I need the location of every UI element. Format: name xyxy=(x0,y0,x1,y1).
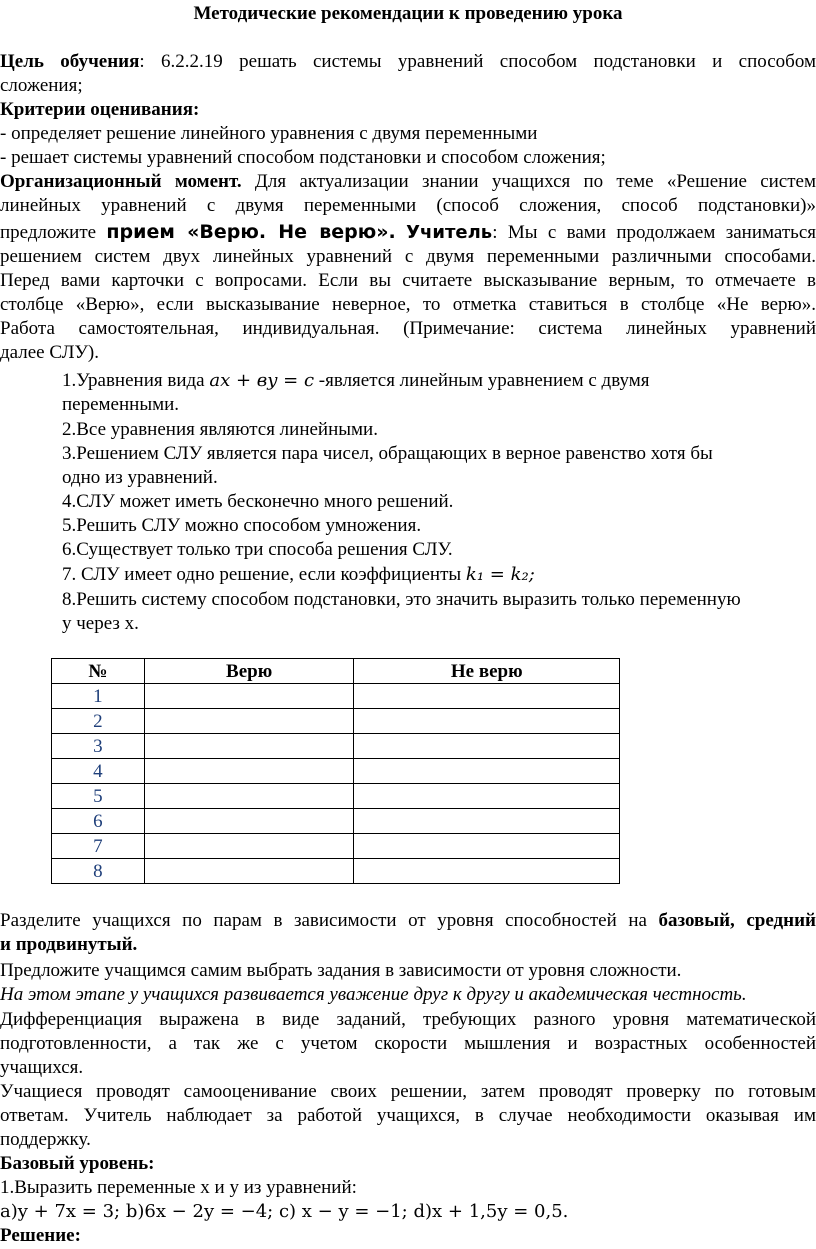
not-believe-cell[interactable] xyxy=(354,784,620,809)
org-text-3a: предложите xyxy=(0,222,107,243)
statement-7-text: 7. СЛУ имеет одно решение, если коэффициенты xyxy=(62,564,466,585)
pairs-line-1 xyxy=(0,909,816,933)
statement-3: 3.Решением СЛУ является пара чисел, обращающих в верное равенство хотя бы xyxy=(62,443,713,464)
believe-cell[interactable] xyxy=(144,784,354,809)
org-line-6: столбце «Верю», если высказывание неверное, то отметка ставиться в столбце «Не верю». xyxy=(0,294,816,315)
header-not-believe: Не верю xyxy=(354,659,620,684)
believe-cell[interactable] xyxy=(144,809,354,834)
row-number: 3 xyxy=(52,734,145,759)
header-number: № xyxy=(52,659,145,684)
row-number: 2 xyxy=(52,709,145,734)
table-row xyxy=(52,684,620,709)
statement-1 xyxy=(62,369,816,393)
org-line-3 xyxy=(0,220,816,245)
differentiation-line-3: учащихся. xyxy=(0,1057,84,1078)
row-number: 1 xyxy=(52,684,145,709)
self-assessment-line-2: ответам. Учитель наблюдает за работой учащихся, в случае необходимости оказывая им xyxy=(0,1105,816,1126)
table-row xyxy=(52,809,620,834)
table-row xyxy=(52,759,620,784)
goal-line-2: сложения; xyxy=(0,75,83,96)
basic-level-label: Базовый уровень: xyxy=(0,1153,155,1174)
task-1-line: 1.Выразить переменные х и у из уравнений: xyxy=(0,1177,357,1198)
statement-3-cont: одно из уравнений. xyxy=(62,467,218,488)
statement-4: 4.СЛУ может иметь бесконечно много решений. xyxy=(62,491,454,512)
not-believe-cell[interactable] xyxy=(354,684,620,709)
org-line-2: линейных уравнений с двумя переменными (способ сложения, способ подстановки)» xyxy=(0,195,816,216)
criteria-item-2: - решает системы уравнений способом подстановки и способом сложения; xyxy=(0,147,606,168)
believe-cell[interactable] xyxy=(144,834,354,859)
org-line-4: решением систем двух линейных уравнений с двумя переменными различными способами. xyxy=(0,246,816,267)
table-row xyxy=(52,734,620,759)
statement-1-formula: ax + вy = c xyxy=(209,370,315,391)
org-text-1: Для актуализации знании учащихся по теме «Решение систем xyxy=(241,171,816,192)
believe-cell[interactable] xyxy=(144,734,354,759)
criteria-label: Критерии оценивания: xyxy=(0,99,200,120)
levels-bold: базовый, средний xyxy=(658,910,816,931)
row-number: 7 xyxy=(52,834,145,859)
not-believe-cell[interactable] xyxy=(354,759,620,784)
document-title: Методические рекомендации к проведению урока xyxy=(193,3,623,24)
criteria-item-1: - определяет решение линейного уравнения с двумя переменными xyxy=(0,123,538,144)
differentiation-line-2: подготовленности, а так же с учетом скорости мышления и возрастных особенностей xyxy=(0,1033,816,1054)
org-line-7: Работа самостоятельная, индивидуальная. (Примечание: система линейных уравнений xyxy=(0,318,816,339)
table-row xyxy=(52,709,620,734)
table-row xyxy=(52,834,620,859)
teacher-label: Учитель xyxy=(406,222,493,243)
row-number: 8 xyxy=(52,859,145,884)
statement-1-text: 1.Уравнения вида xyxy=(62,370,210,391)
statement-1-tail: -является линейным уравнением с двумя xyxy=(314,370,650,391)
table-row xyxy=(52,859,620,884)
header-believe: Верю xyxy=(144,659,354,684)
method-name: прием «Верю. Не верю». xyxy=(106,221,396,243)
org-text-3d: : Мы с вами продолжаем заниматься xyxy=(492,222,816,243)
row-number: 4 xyxy=(52,759,145,784)
pairs-text: Разделите учащихся по парам в зависимости от уровня способностей на xyxy=(0,910,659,931)
statement-5: 5.Решить СЛУ можно способом умножения. xyxy=(62,515,422,536)
goal-label: Цель обучения xyxy=(0,51,140,72)
solution-label: Решение: xyxy=(0,1225,81,1246)
row-number: 5 xyxy=(52,784,145,809)
goal-text-1: : 6.2.2.19 решать системы уравнений способом подстановки и способом xyxy=(139,51,816,72)
not-believe-cell[interactable] xyxy=(354,709,620,734)
believe-cell[interactable] xyxy=(144,859,354,884)
believe-cell[interactable] xyxy=(144,709,354,734)
self-assessment-line-1: Учащиеся проводят самооценивание своих решении, затем проводят проверку по готовым xyxy=(0,1081,816,1102)
not-believe-cell[interactable] xyxy=(354,859,620,884)
differentiation-line-1: Дифференциация выражена в виде заданий, требующих разного уровня математической xyxy=(0,1009,816,1030)
org-label: Организационный момент. xyxy=(0,171,242,192)
statement-2: 2.Все уравнения являются линейными. xyxy=(62,419,378,440)
not-believe-cell[interactable] xyxy=(354,734,620,759)
choose-tasks-line: Предложите учащимся самим выбрать задания в зависимости от уровня сложности. xyxy=(0,960,682,981)
statement-8-cont: у через х. xyxy=(62,613,139,634)
row-number: 6 xyxy=(52,809,145,834)
not-believe-cell[interactable] xyxy=(354,834,620,859)
statement-6: 6.Существует только три способа решения СЛУ. xyxy=(62,539,453,560)
org-line-5: Перед вами карточки с вопросами. Если вы считаете высказывание верным, то отмечаете в xyxy=(0,270,816,291)
table-header-row xyxy=(52,659,620,684)
statement-7 xyxy=(62,563,816,587)
believe-cell[interactable] xyxy=(144,684,354,709)
org-line-8: далее СЛУ). xyxy=(0,342,99,363)
statement-1-cont: переменными. xyxy=(62,394,180,415)
pairs-line-2: и продвинутый. xyxy=(0,934,138,955)
statement-8: 8.Решить систему способом подстановки, это значить выразить только переменную xyxy=(62,589,741,610)
task-1-equations: a)y + 7x = 3; b)6x − 2y = −4; c) x − y = −1; d)x + 1,5y = 0,5. xyxy=(0,1201,569,1222)
believe-cell[interactable] xyxy=(144,759,354,784)
not-believe-cell[interactable] xyxy=(354,809,620,834)
table-row xyxy=(52,784,620,809)
statement-7-formula: k₁ = k₂; xyxy=(465,564,535,585)
self-assessment-line-3: поддержку. xyxy=(0,1129,91,1150)
org-line-1 xyxy=(0,170,816,194)
respect-line: На этом этапе у учащихся развивается уважение друг к другу и академическая честность. xyxy=(0,984,747,1005)
goal-line-1 xyxy=(0,50,816,74)
answer-table xyxy=(51,658,620,884)
